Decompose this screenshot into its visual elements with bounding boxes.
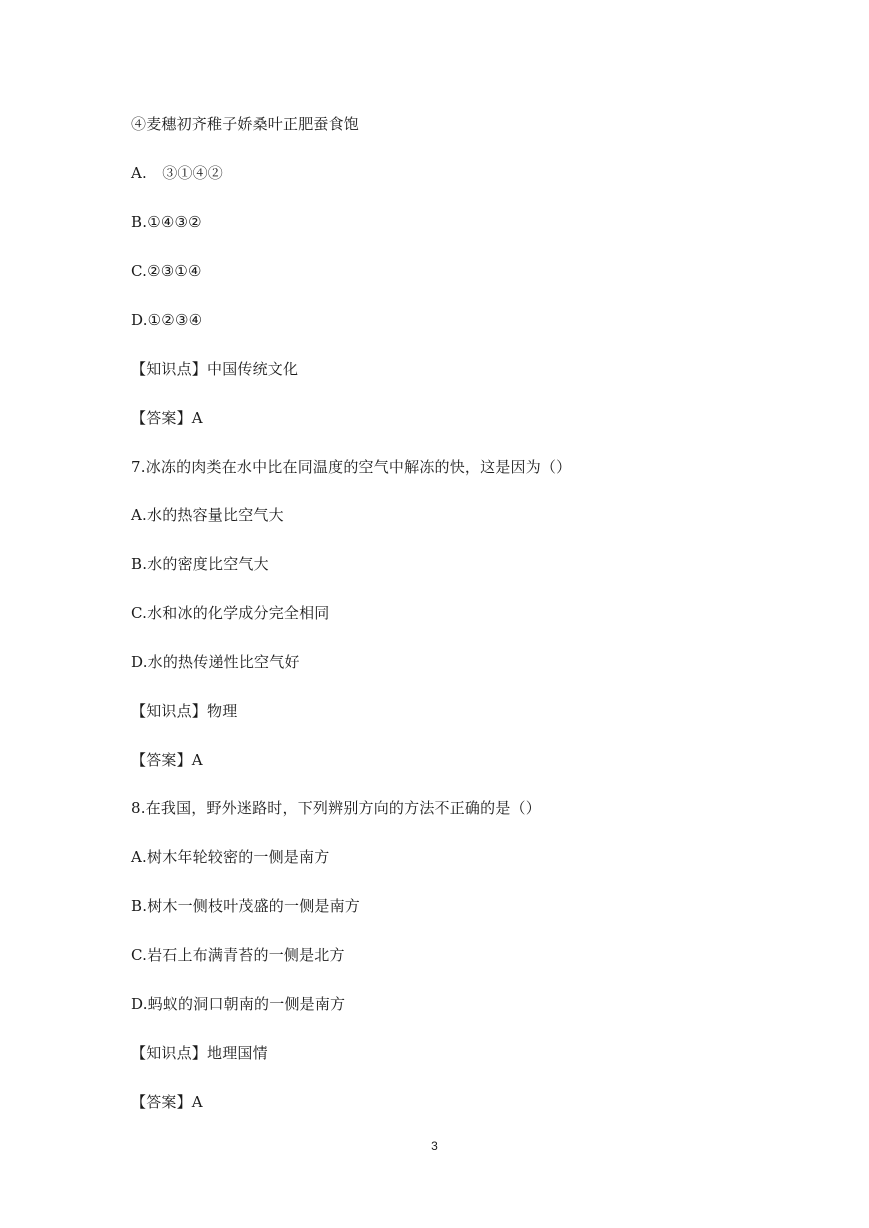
q7-option-c: C.水和冰的化学成分完全相同 xyxy=(131,604,330,622)
q8-option-b: B.树木一侧枝叶茂盛的一侧是南方 xyxy=(131,897,360,915)
q8-option-d: D.蚂蚁的洞口朝南的一侧是南方 xyxy=(131,995,346,1013)
q8-question: 8.在我国，野外迷路时，下列辨别方向的方法不正确的是（） xyxy=(131,799,541,817)
q6-option-a: A. ③①④② xyxy=(131,164,224,182)
q8-option-a: A.树木年轮较密的一侧是南方 xyxy=(131,848,330,866)
q7-knowledge-point: 【知识点】物理 xyxy=(131,702,238,720)
q7-option-d: D.水的热传递性比空气好 xyxy=(131,653,300,671)
q7-answer: 【答案】A xyxy=(131,751,203,769)
q8-answer: 【答案】A xyxy=(131,1093,203,1111)
q7-option-b: B.水的密度比空气大 xyxy=(131,555,269,573)
q7-option-a: A.水的热容量比空气大 xyxy=(131,506,284,524)
q6-option-b: B.①④③② xyxy=(131,213,202,231)
q6-knowledge-point: 【知识点】中国传统文化 xyxy=(131,360,299,378)
q8-knowledge-point: 【知识点】地理国情 xyxy=(131,1044,268,1062)
q7-question: 7.冰冻的肉类在水中比在同温度的空气中解冻的快，这是因为（） xyxy=(131,458,572,476)
poem-line-4: ④麦穗初齐稚子娇桑叶正肥蚕食饱 xyxy=(131,115,360,133)
q6-option-c: C.②③①④ xyxy=(131,262,202,280)
q8-option-c: C.岩石上布满青苔的一侧是北方 xyxy=(131,946,345,964)
q6-option-d: D.①②③④ xyxy=(131,311,203,329)
page-number: 3 xyxy=(431,1139,438,1153)
q6-answer: 【答案】A xyxy=(131,409,203,427)
